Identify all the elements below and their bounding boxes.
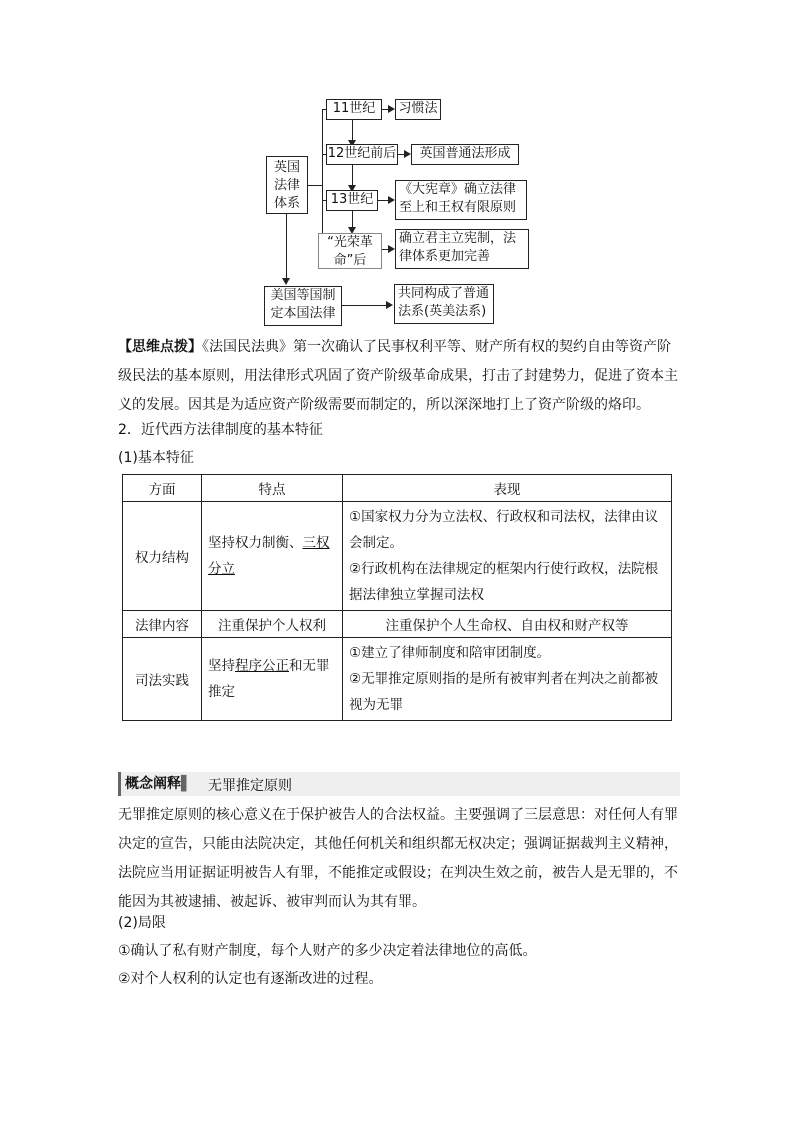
stage-2-desc: 英国普通法形成: [411, 144, 519, 165]
bottom-left-box: 美国等国制 定本国法律: [264, 286, 342, 326]
insight-paragraph: [118, 333, 678, 420]
row-1-performance: [343, 502, 672, 611]
row-2-performance: 注重保护个人生命权、自由权和财产权等: [343, 611, 672, 638]
stage-2-period: 12世纪前后: [326, 144, 398, 165]
stage-4-period: “光荣革 命”后: [318, 233, 382, 269]
sub-2-title: (2)局限: [118, 915, 166, 931]
row-3-performance: [343, 638, 672, 721]
table-row: [123, 638, 672, 721]
concept-header-bar: [118, 772, 680, 796]
concept-tag-label: 概念阐释: [125, 776, 181, 792]
row-3-feature: [202, 638, 343, 721]
row-3-feature-post: 和无罪推定: [208, 658, 330, 700]
stage-1-period: 11世纪: [326, 99, 382, 120]
row-3-perf-1: ①建立了律师制度和陪审团制度。: [349, 645, 551, 661]
bottom-right-box: 共同构成了普通 法系(英美法系): [394, 284, 494, 324]
row-2-aspect: 法律内容: [123, 611, 202, 638]
row-3-perf-2: ②无罪推定原则指的是所有被审判者在判决之前都被视为无罪: [349, 671, 659, 713]
header-feature: 特点: [202, 475, 343, 502]
row-1-feature-pre: 坚持权力制衡、: [208, 535, 303, 551]
limit-item-1: ①确认了私有财产制度，每个人财产的多少决定着法律地位的高低。: [118, 943, 537, 959]
limit-item-2: ②对个人权利的认定也有逐渐改进的过程。: [118, 971, 383, 987]
table-row: [123, 502, 672, 611]
sub-1-title: (1)基本特征: [118, 450, 194, 466]
features-table: [122, 474, 672, 721]
stage-1-desc: 习惯法: [395, 99, 441, 120]
row-1-feature-underlined: 三权分立: [208, 535, 330, 577]
concept-tag: 概念阐释▌: [118, 772, 192, 796]
row-1-perf-1: ①国家权力分为立法权、行政权和司法权，法律由议会制定。: [349, 509, 659, 551]
concept-title: 无罪推定原则: [208, 778, 292, 794]
row-2-feature: 注重保护个人权利: [202, 611, 343, 638]
header-performance: 表现: [343, 475, 672, 502]
row-1-perf-2: ②行政机构在法律规定的框架内行使行政权，法院根据法律独立掌握司法权: [349, 561, 659, 603]
insight-tag: 【思维点拨】: [118, 339, 202, 355]
row-3-aspect: 司法实践: [123, 638, 202, 721]
concept-paragraph: 无罪推定原则的核心意义在于保护被告人的合法权益。主要强调了三层意思：对任何人有罪决定的宣告，只能由法院决定，其他任何机关和组织都无权决定；强调证据裁判主义精神，法院应当用证据证明被告人有罪，不能推定或假设；在判决生效之前，被告人是无罪的，不能因为其被逮捕、被起诉、被审判而认为其有罪。: [118, 807, 678, 910]
table-row: [123, 611, 672, 638]
header-aspect: 方面: [123, 475, 202, 502]
row-1-feature: [202, 502, 343, 611]
row-1-aspect: 权力结构: [123, 502, 202, 611]
insight-text: 《法国民法典》第一次确认了民事权利平等、财产所有权的契约自由等资产阶级民法的基本原则，用法律形式巩固了资产阶级革命成果，打击了封建势力，促进了资本主义的发展。因其是为适应资产阶级需要而制定的，所以深深地打上了资产阶级的烙印。: [118, 339, 678, 413]
diagram-root-box: 英国 法律 体系: [266, 156, 308, 214]
stage-4-desc: 确立君主立宪制，法 律体系更加完善: [395, 229, 529, 269]
row-3-feature-underlined: 程序公正: [235, 658, 289, 674]
stage-3-period: 13世纪: [326, 190, 378, 211]
stage-3-desc: 《大宪章》确立法律 至上和王权有限原则: [395, 180, 527, 220]
section-2-title: 2．近代西方法律制度的基本特征: [118, 422, 323, 438]
table-header-row: [123, 475, 672, 502]
row-3-feature-pre: 坚持: [208, 658, 235, 674]
